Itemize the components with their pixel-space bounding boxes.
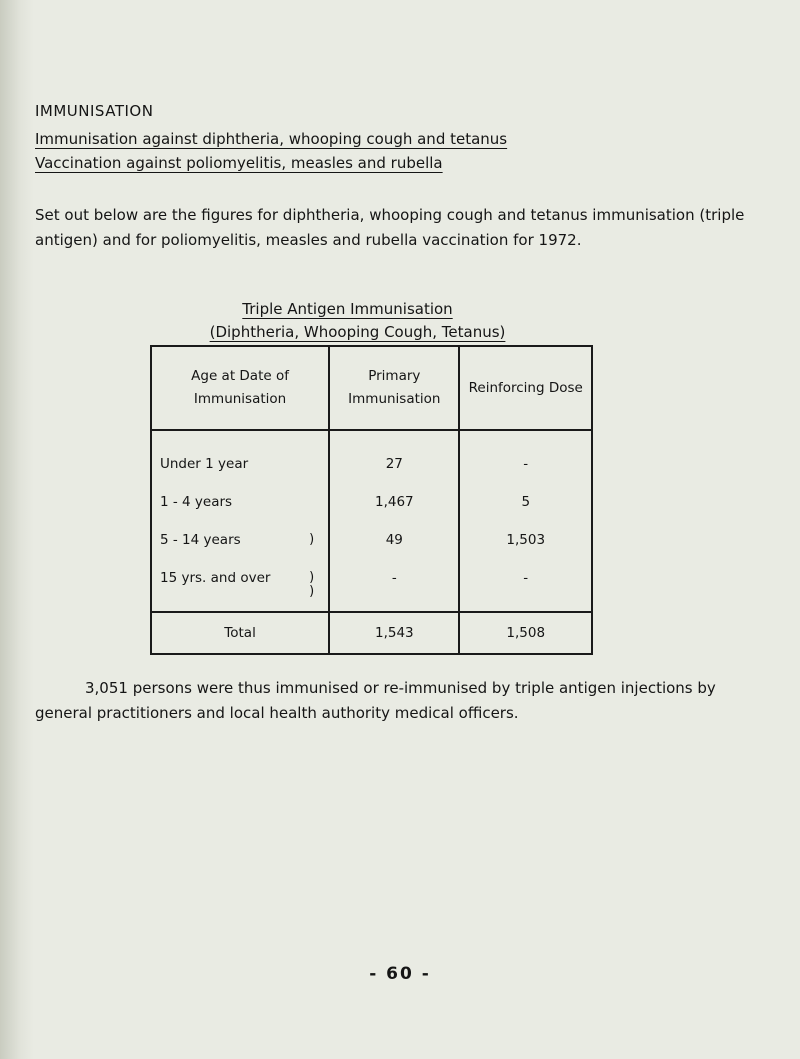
- page-scan-edge: [0, 0, 34, 1059]
- table-row: [151, 430, 592, 483]
- primary-cell: -: [329, 559, 459, 612]
- age-cell: [151, 521, 329, 559]
- immunisation-table: [150, 345, 593, 655]
- table-total-row: [151, 612, 592, 654]
- table-subtitle: (Diphtheria, Whooping Cough, Tetanus): [209, 323, 506, 341]
- table-header-row: [151, 346, 592, 430]
- section-heading: IMMUNISATION: [35, 102, 154, 121]
- bracket-mark: ): [309, 532, 315, 547]
- primary-cell: 49: [329, 521, 459, 559]
- page-number: - 60 -: [369, 964, 431, 984]
- reinforcing-cell: -: [459, 430, 592, 483]
- intro-paragraph: Set out below are the figures for diphtheria, whooping cough and tetanus immunisation (triple antigen) and for poliomyelitis, measles and rubella vaccination for 1972.: [35, 206, 745, 249]
- primary-cell: 1,467: [329, 483, 459, 521]
- summary-paragraph: 3,051 persons were thus immunised or re-immunised by triple antigen injections by general practitioners and local health authority medical officers.: [35, 679, 716, 722]
- age-label: 5 - 14 years: [160, 532, 241, 548]
- age-cell: Under 1 year: [151, 430, 329, 483]
- table-row: [151, 483, 592, 521]
- age-cell: [151, 559, 329, 612]
- header-primary: Primary Immunisation: [329, 346, 459, 430]
- primary-cell: 27: [329, 430, 459, 483]
- age-cell: 1 - 4 years: [151, 483, 329, 521]
- age-label: 15 yrs. and over: [160, 570, 271, 586]
- reinforcing-cell: 5: [459, 483, 592, 521]
- header-reinforcing: Reinforcing Dose: [459, 346, 592, 430]
- total-primary: 1,543: [329, 612, 459, 654]
- table-row: [151, 521, 592, 559]
- table-title: Triple Antigen Immunisation: [242, 300, 453, 318]
- bracket-mark: ) ): [309, 570, 315, 599]
- reinforcing-cell: -: [459, 559, 592, 612]
- reinforcing-cell: 1,503: [459, 521, 592, 559]
- total-reinforcing: 1,508: [459, 612, 592, 654]
- table-row: [151, 559, 592, 612]
- total-label: Total: [151, 612, 329, 654]
- subheading-immunisation: Immunisation against diphtheria, whooping cough and tetanus: [35, 130, 508, 148]
- header-age: Age at Date of Immunisation: [151, 346, 329, 430]
- subheading-vaccination: Vaccination against poliomyelitis, measles and rubella: [35, 154, 443, 172]
